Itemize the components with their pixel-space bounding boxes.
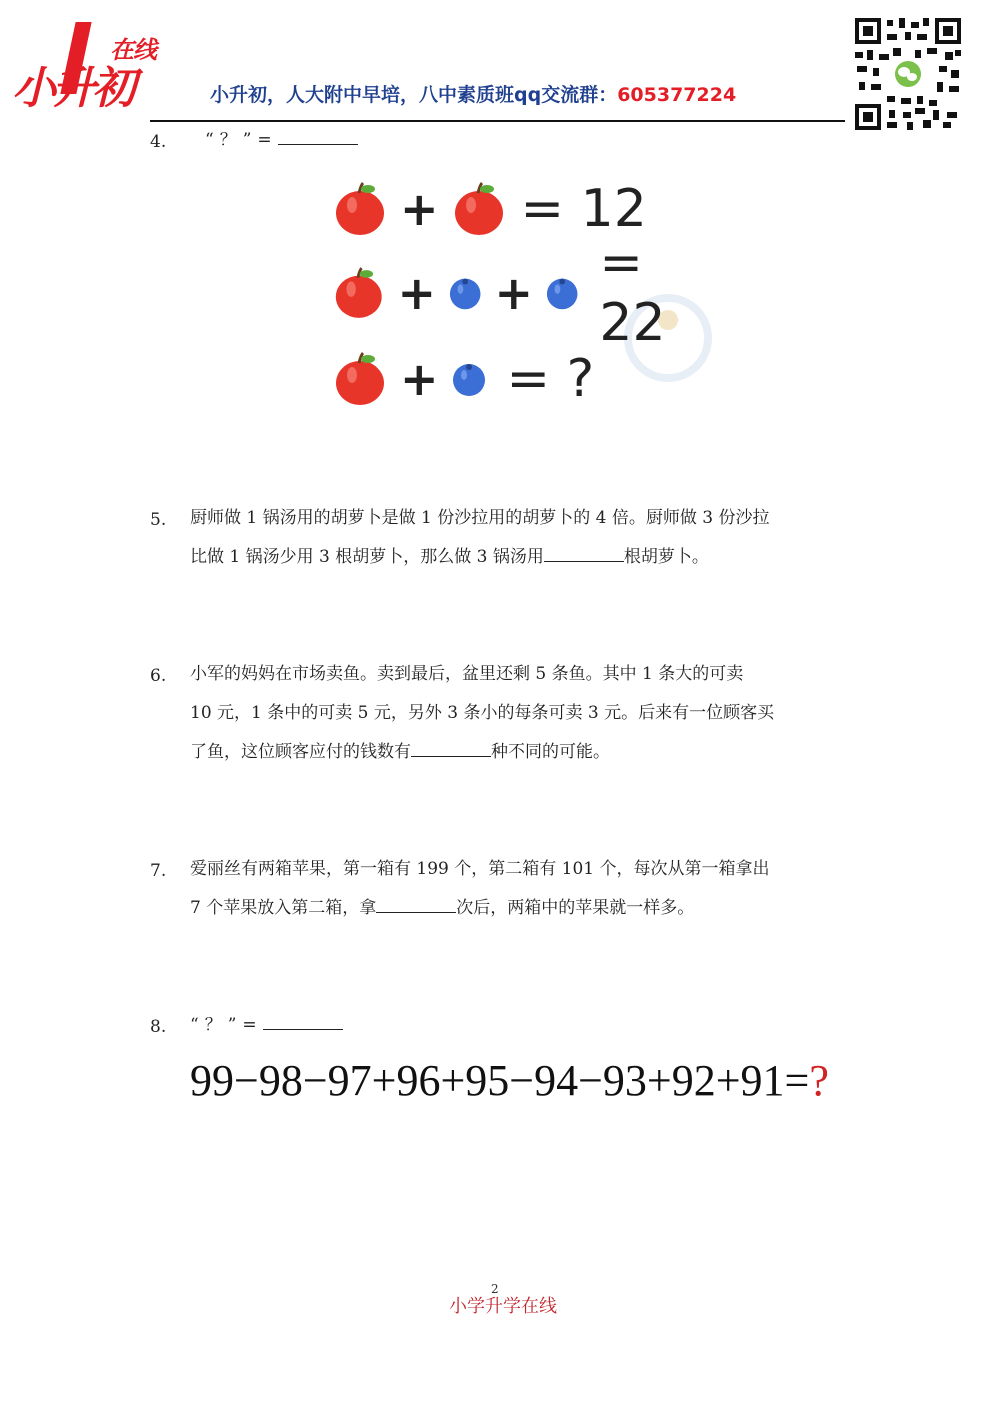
- equation-result: = ?: [506, 349, 595, 409]
- question-7-number: 7.: [150, 861, 167, 881]
- question-6-text: [190, 655, 850, 772]
- question-6-line-1: 小军的妈妈在市场卖鱼。卖到最后，盆里还剩 5 条鱼。其中 1 条大的可卖: [190, 664, 744, 684]
- question-6-line-2: 10 元，1 条中的可卖 5 元，另外 3 条小的每条可卖 3 元。后来有一位顾客买: [190, 703, 775, 723]
- question-6-line-3-start: 了鱼，这位顾客应付的钱数有: [190, 742, 411, 762]
- question-5-line-2: [190, 538, 850, 577]
- question-4-number: 4.: [150, 132, 167, 152]
- apple-icon: [332, 265, 386, 321]
- blueberry-icon: [451, 361, 487, 397]
- question-5-number: 5.: [150, 510, 167, 530]
- equation-row-3: [332, 348, 594, 410]
- plus-sign: +: [397, 266, 437, 320]
- question-6-number: 6.: [150, 666, 167, 686]
- question-7-line-2: [190, 889, 850, 928]
- header-title-text: 小升初，人大附中早培，八中素质班qq交流群：: [210, 84, 618, 106]
- question-4-text: [205, 121, 358, 160]
- equation-row-1: [332, 178, 647, 240]
- question-8-prompt: “？”=: [190, 1015, 263, 1035]
- expression-text: 99−98−97+96+95−94−93+92+91=: [190, 1056, 810, 1105]
- apple-icon: [451, 181, 507, 237]
- question-7-line-2-start: 7 个苹果放入第二箱，拿: [190, 898, 377, 918]
- question-6-line-3: [190, 733, 850, 772]
- question-8-number: 8.: [150, 1017, 167, 1037]
- question-mark: ?: [809, 1056, 829, 1105]
- blueberry-icon: [448, 275, 482, 311]
- equation-result: = 22: [599, 233, 666, 353]
- footer-site-name: 小学升学在线: [449, 1296, 557, 1317]
- question-7-line-1: 爱丽丝有两箱苹果，第一箱有 199 个，第二箱有 101 个，每次从第一箱拿出: [190, 859, 770, 879]
- plus-sign: +: [494, 266, 533, 320]
- header-title: [210, 80, 736, 107]
- answer-blank: [544, 543, 624, 562]
- apple-icon: [332, 181, 388, 237]
- apple-icon: [332, 351, 388, 407]
- question-5-line-2-start: 比做 1 锅汤少用 3 根胡萝卜，那么做 3 锅汤用: [190, 547, 544, 567]
- question-8-text: [190, 1006, 343, 1045]
- question-5-line-2-end: 根胡萝卜。: [623, 547, 709, 567]
- page-number: 2: [491, 1282, 499, 1296]
- question-5-text: [190, 499, 850, 577]
- qq-number: 605377224: [617, 84, 737, 106]
- question-6-line-3-end: 种不同的可能。: [491, 742, 610, 762]
- blueberry-icon: [545, 275, 579, 311]
- qr-code-icon: [853, 16, 963, 132]
- plus-sign: +: [400, 352, 439, 406]
- answer-blank: [411, 738, 491, 757]
- equation-result: = 12: [520, 179, 647, 239]
- question-7-text: [190, 850, 850, 928]
- question-5-line-1: 厨师做 1 锅汤用的胡萝卜是做 1 份沙拉用的胡萝卜的 4 倍。厨师做 3 份沙拉: [190, 508, 770, 528]
- question-4-prompt: “？”=: [205, 130, 278, 150]
- logo-sub-text: 在线: [110, 36, 156, 64]
- answer-blank: [278, 126, 358, 145]
- question-7-line-2-end: 次后，两箱中的苹果就一样多。: [456, 898, 695, 918]
- fruit-equation-puzzle: [320, 160, 720, 420]
- plus-sign: +: [400, 182, 439, 236]
- answer-blank: [376, 894, 456, 913]
- logo-main-text: 小升初: [12, 63, 132, 114]
- equation-row-2: [332, 233, 720, 353]
- arithmetic-expression: [190, 1055, 880, 1117]
- answer-blank: [263, 1011, 343, 1030]
- brand-logo: [12, 22, 182, 114]
